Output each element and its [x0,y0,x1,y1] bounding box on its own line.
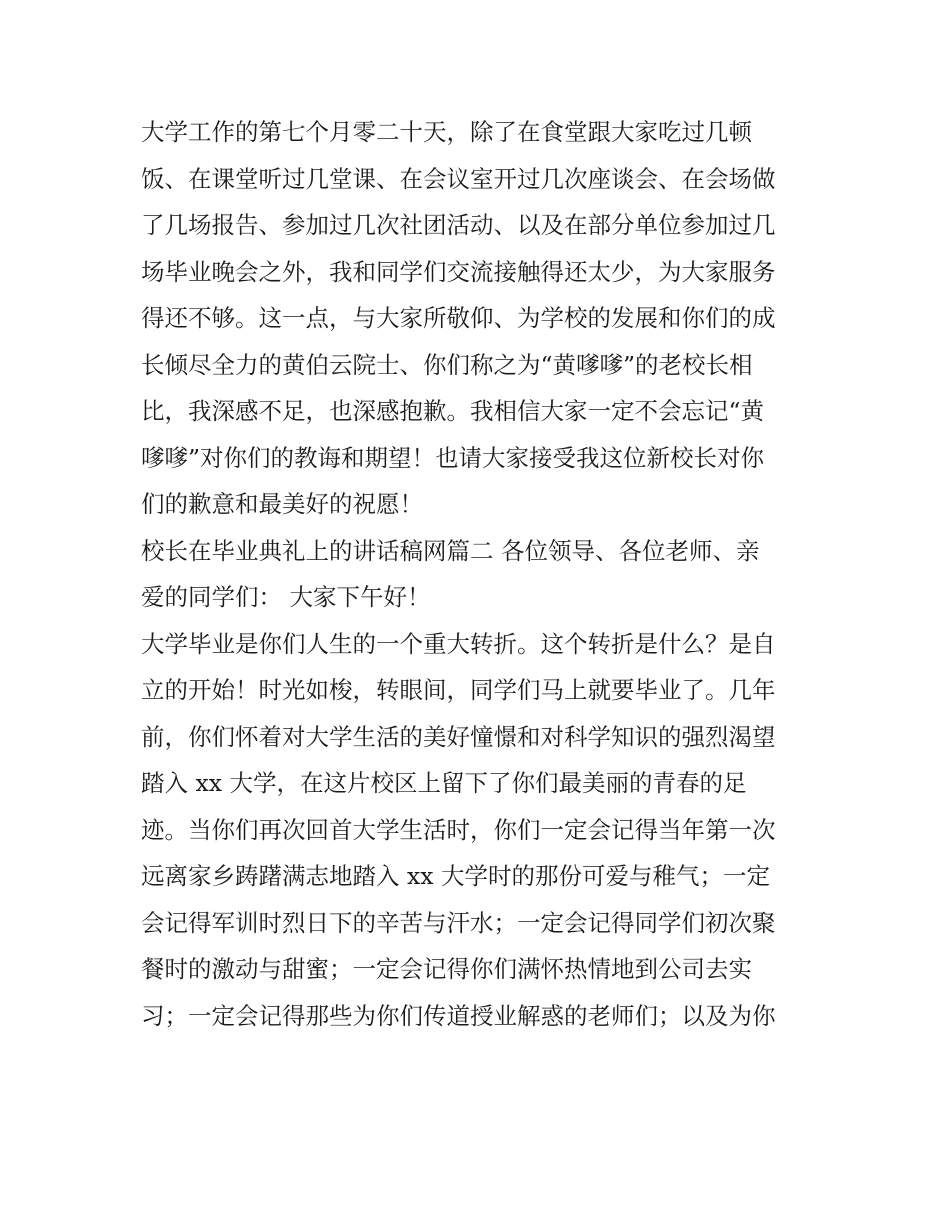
text-line-12: 大学毕业是你们人生的一个重大转折。这个转折是什么？是自 [141,629,776,658]
text-line-6: 长倾尽全力的黄伯云院士、你们称之为“黄嗲嗲”的老校长相 [141,350,753,379]
text-line-15: 踏入 xx 大学，在这片校区上留下了你们最美丽的青春的足 [141,769,747,797]
text-line-16: 迹。当你们再次回首大学生活时，你们一定会记得当年第一次 [141,815,776,844]
text-line-13: 立的开始！时光如梭，转眼间，同学们马上就要毕业了。几年 [141,676,776,704]
text-line-3: 了几场报告、参加过几次社团活动、以及在部分单位参加过几 [141,211,776,239]
text-line-20: 习；一定会记得那些为你们传道授业解惑的老师们；以及为你 [141,1001,776,1030]
text-line-9: 们的歉意和最美好的祝愿！ [141,490,423,518]
text-line-2: 饭、在课堂听过几堂课、在会议室开过几次座谈会、在会场做 [141,164,776,193]
text-line-18: 会记得军训时烈日下的辛苦与汗水；一定会记得同学们初次聚 [141,908,776,937]
section-heading-line: 校长在毕业典礼上的讲话稿网篇二 各位领导、各位老师、亲 [141,536,760,565]
text-line-17: 远离家乡踌躇满志地踏入 xx 大学时的那份可爱与稚气；一定 [141,862,770,890]
text-line-14: 前，你们怀着对大学生活的美好憧憬和对科学知识的强烈渴望 [141,722,776,751]
text-line-7: 比，我深感不足，也深感抱歉。我相信大家一定不会忘记“黄 [141,397,765,425]
text-line-8: 嗲嗲”对你们的教诲和期望！也请大家接受我这位新校长对你 [141,443,765,472]
text-line-5: 得还不够。这一点，与大家所敬仰、为学校的发展和你们的成 [141,304,776,332]
greeting-line: 爱的同学们： 大家下午好！ [141,583,431,611]
text-line-19: 餐时的激动与甜蜜；一定会记得你们满怀热情地到公司去实 [141,955,752,983]
text-line-4: 场毕业晚会之外，我和同学们交流接触得还太少，为大家服务 [141,257,776,286]
document-body [141,109,821,1039]
text-line-1: 大学工作的第七个月零二十天，除了在食堂跟大家吃过几顿 [141,118,752,146]
